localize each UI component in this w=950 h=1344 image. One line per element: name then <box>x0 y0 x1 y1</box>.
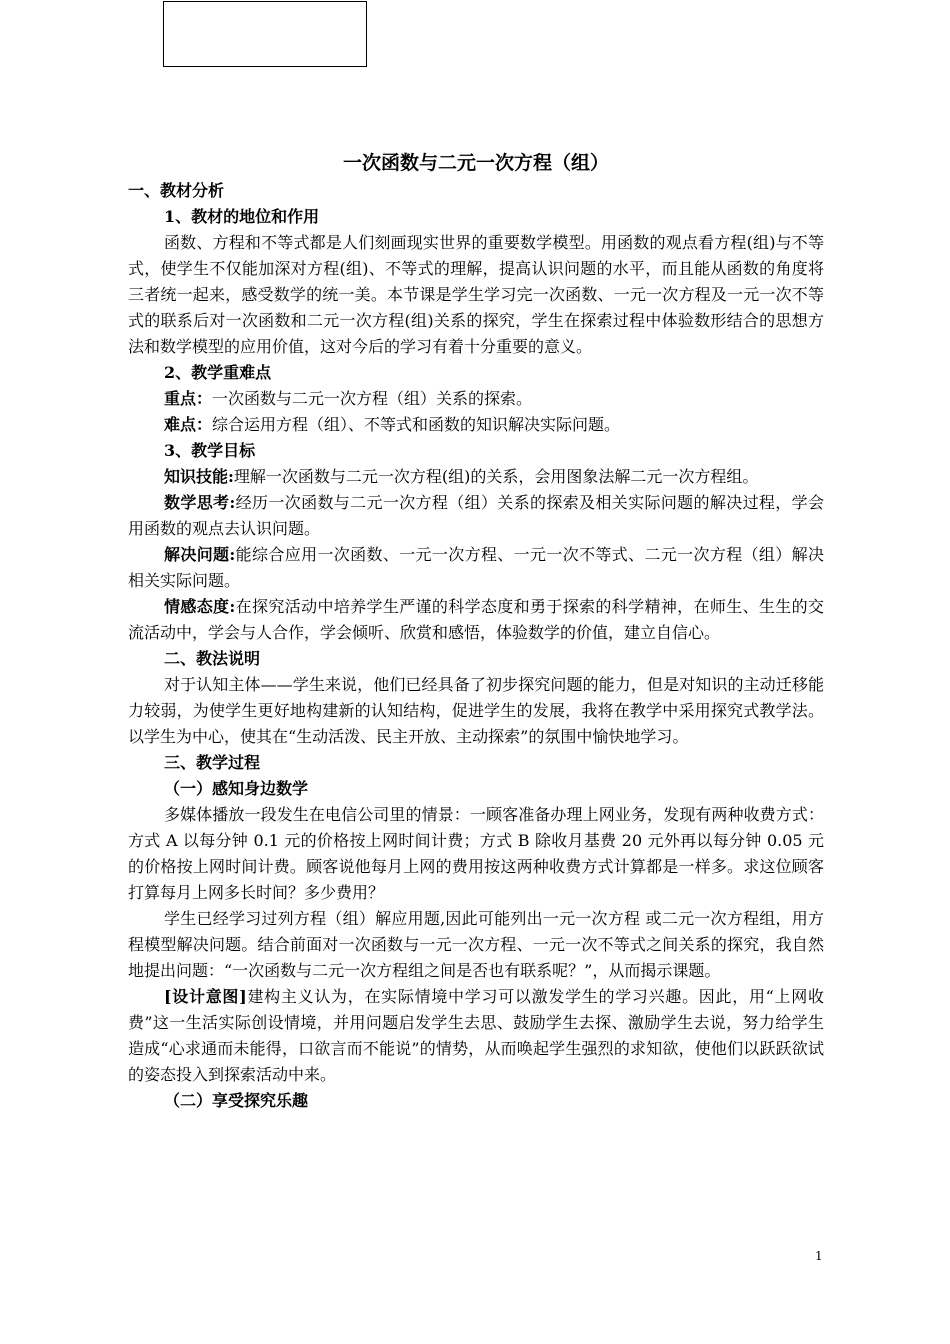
key-point-label: 重点： <box>164 389 213 408</box>
goal-problem-solving <box>128 542 824 594</box>
paragraph-scenario: 多媒体播放一段发生在电信公司里的情景：一顾客准备办理上网业务，发现有两种收费方式：方式 A 以每分钟 0.1 元的价格按上网时间计费；方式 B 除收月基费 20 元外再以每分钟 0.05 元的价格按上网时间计费。顾客说他每月上网的费用按这两种收费方式计算都是一样多。求这位顾客打算每月上网多长时间？多少费用？ <box>128 805 824 902</box>
page-number: 1 <box>815 1249 823 1263</box>
header-box <box>163 1 367 67</box>
subsection-heading-explore: （二）享受探究乐趣 <box>164 1091 309 1110</box>
difficult-point-text: 综合运用方程（组）、不等式和函数的知识解决实际问题。 <box>212 415 621 434</box>
goal-attitude-label: 情感态度: <box>164 597 236 616</box>
paragraph-students: 学生已经学习过列方程（组）解应用题,因此可能列出一元一次方程 或二元一次方程组，用方程模型解决问题。结合前面对一次函数与一元一次方程、一元一次不等式之间关系的探究，我自然地提出问题：“一次函数与二元一次方程组之间是否也有联系呢？”，从而揭示课题。 <box>128 909 824 980</box>
subsection-heading-position: 1、教材的地位和作用 <box>164 207 320 226</box>
subsection-heading-goals: 3、教学目标 <box>164 441 256 460</box>
design-intent-label: [设计意图] <box>164 987 247 1006</box>
goal-knowledge <box>128 464 824 490</box>
goal-thinking-label: 数学思考: <box>164 493 236 512</box>
goal-problem-solving-label: 解决问题: <box>164 545 236 564</box>
goal-knowledge-text: 理解一次函数与二元一次方程(组)的关系，会用图象法解二元一次方程组。 <box>233 467 759 486</box>
key-point-line <box>128 386 824 412</box>
subsection-heading-key-points: 2、教学重难点 <box>164 363 272 382</box>
goal-attitude <box>128 594 824 646</box>
paragraph-position: 函数、方程和不等式都是人们刻画现实世界的重要数学模型。用函数的观点看方程(组)与不等式，使学生不仅能加深对方程(组)、不等式的理解，提高认识问题的水平，而且能从函数的角度将三者统一起来，感受数学的统一美。本节课是学生学习完一次函数、一元一次方程及一元一次不等式的联系后对一次函数和二元一次方程(组)关系的探究，学生在探索过程中体验数形结合的思想方法和数学模型的应用价值，这对今后的学习有着十分重要的意义。 <box>128 233 824 356</box>
goal-knowledge-label: 知识技能: <box>164 467 234 486</box>
goal-problem-solving-text: 能综合应用一次函数、一元一次方程、一元一次不等式、二元一次方程（组）解决相关实际问题。 <box>128 545 824 590</box>
goal-thinking-text: 经历一次函数与二元一次方程（组）关系的探索及相关实际问题的解决过程，学会用函数的观点去认识问题。 <box>128 493 824 538</box>
section-heading-process: 三、教学过程 <box>164 753 261 772</box>
goal-attitude-text: 在探究活动中培养学生严谨的科学态度和勇于探索的科学精神，在师生、生生的交流活动中，学会与人合作，学会倾听、欣赏和感悟，体验数学的价值，建立自信心。 <box>128 597 824 642</box>
section-heading-method: 二、教法说明 <box>164 649 261 668</box>
subsection-heading-perceive: （一）感知身边数学 <box>164 779 309 798</box>
difficult-point-line <box>128 412 824 438</box>
document-title: 一次函数与二元一次方程（组） <box>342 152 609 174</box>
goal-thinking <box>128 490 824 542</box>
document-body <box>128 148 824 1114</box>
design-intent <box>128 984 824 1088</box>
difficult-point-label: 难点： <box>164 415 213 434</box>
design-intent-text: 建构主义认为，在实际情境中学习可以激发学生的学习兴趣。因此，用“上网收费”这一生活实际创设情境，并用问题启发学生去思、鼓励学生去探、激励学生去说，努力给学生造成“心求通而未能得，口欲言而不能说”的情势，从而唤起学生强烈的求知欲，使他们以跃跃欲试的姿态投入到探索活动中来。 <box>128 987 824 1084</box>
section-heading-analysis: 一、教材分析 <box>128 181 225 200</box>
paragraph-method: 对于认知主体——学生来说，他们已经具备了初步探究问题的能力，但是对知识的主动迁移能力较弱，为使学生更好地构建新的认知结构，促进学生的发展，我将在教学中采用探究式教学法。以学生为中心，使其在“生动活泼、民主开放、主动探索”的氛围中愉快地学习。 <box>128 675 824 746</box>
key-point-text: 一次函数与二元一次方程（组）关系的探索。 <box>212 389 533 408</box>
